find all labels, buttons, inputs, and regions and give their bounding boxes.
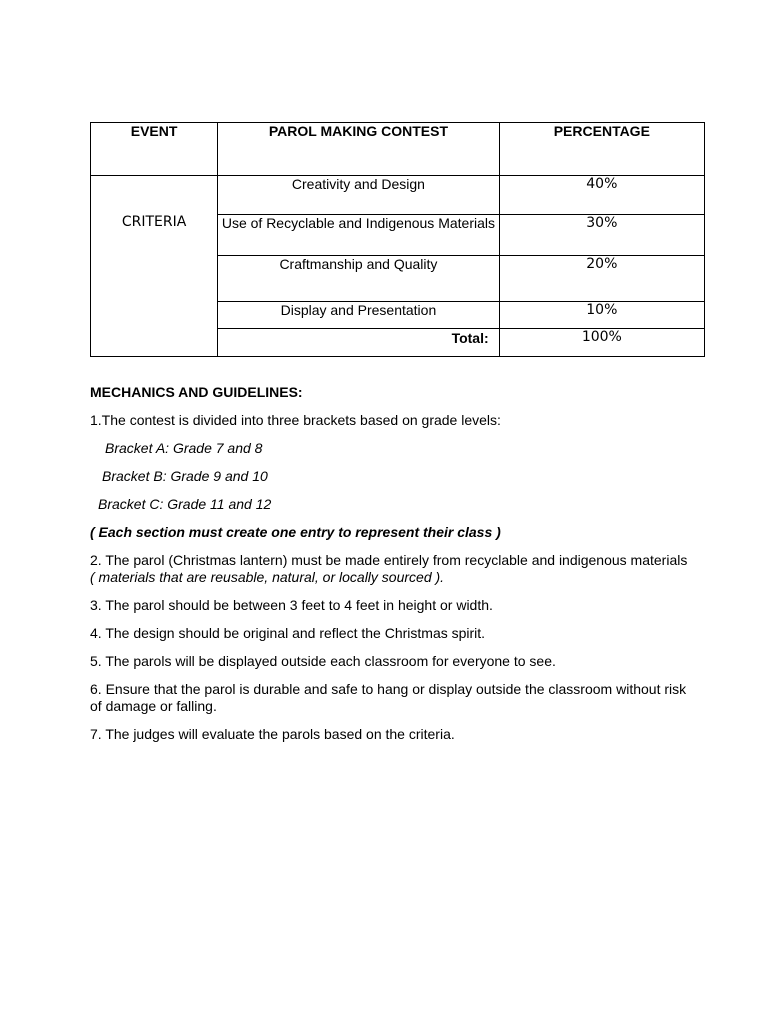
bracket-c: Bracket C: Grade 11 and 12 — [98, 496, 272, 512]
criterion-name: Craftmanship and Quality — [218, 256, 499, 302]
section-note: ( Each section must create one entry to represent their class ) — [90, 524, 501, 540]
guideline-item-6: 6. Ensure that the parol is durable and safe to hang or display outside the classroom without risk of damage or falling. — [90, 681, 687, 714]
bracket-b: Bracket B: Grade 9 and 10 — [102, 468, 268, 484]
criterion-name: Creativity and Design — [218, 176, 499, 215]
total-value: 100% — [499, 329, 704, 357]
table-header-row — [91, 123, 705, 176]
guideline-item-2 — [90, 552, 690, 586]
header-contest: PAROL MAKING CONTEST — [218, 123, 499, 176]
header-event: EVENT — [91, 123, 218, 176]
guideline-item-4: 4. The design should be original and reflect the Christmas spirit. — [90, 625, 486, 641]
criteria-table — [90, 122, 705, 357]
bracket-a: Bracket A: Grade 7 and 8 — [105, 440, 263, 456]
guideline-item-1: 1.The contest is divided into three brackets based on grade levels: — [90, 412, 501, 428]
guideline-item-7: 7. The judges will evaluate the parols based on the criteria. — [90, 726, 455, 742]
guideline-item-3: 3. The parol should be between 3 feet to 4 feet in height or width. — [90, 597, 493, 613]
criterion-percent: 30% — [499, 215, 704, 256]
guideline-item-5: 5. The parols will be displayed outside each classroom for everyone to see. — [90, 653, 556, 669]
criteria-label: CRITERIA — [91, 176, 218, 357]
total-label: Total: — [218, 329, 499, 357]
guideline-item-2-text: 2. The parol (Christmas lantern) must be made entirely from recyclable and indigenous materials — [90, 552, 688, 568]
criterion-name: Display and Presentation — [218, 302, 499, 329]
guideline-item-2-italic: ( materials that are reusable, natural, or locally sourced ). — [90, 569, 445, 585]
criterion-percent: 10% — [499, 302, 704, 329]
criterion-name: Use of Recyclable and Indigenous Materials — [218, 215, 499, 256]
criterion-percent: 20% — [499, 256, 704, 302]
header-percentage: PERCENTAGE — [499, 123, 704, 176]
guidelines-heading: MECHANICS AND GUIDELINES: — [90, 384, 303, 400]
criterion-percent: 40% — [499, 176, 704, 215]
table-row — [91, 176, 705, 215]
guidelines-section — [90, 384, 690, 754]
